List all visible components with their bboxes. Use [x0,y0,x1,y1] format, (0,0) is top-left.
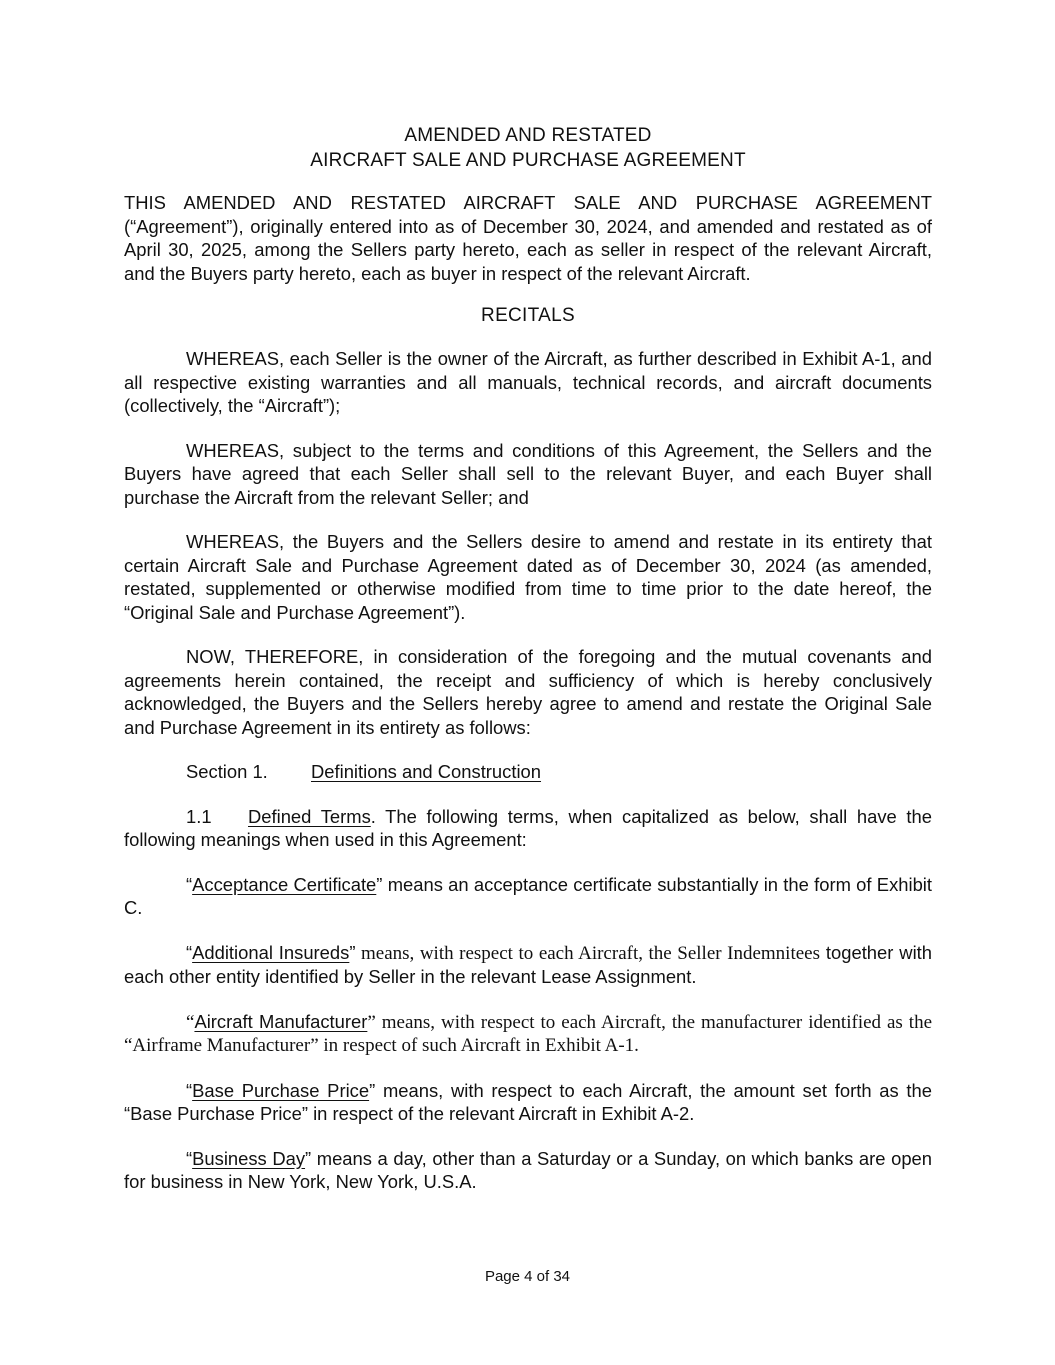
definition-text: means a day, other than a Saturday or a Sunday, on which banks are open for business in New York, New York, U.S.A. [124,1147,932,1192]
whereas-paragraph-1: WHEREAS, each Seller is the owner of the Aircraft, as further described in Exhibit A-1, and all respective existing warranties and all manuals, technical records, and aircraft documents (collectively, the “Aircraft”); [124,348,932,416]
definition-text-serif: means, with respect to each Aircraft, the Seller Indemnitees [355,942,820,964]
close-quote: ” [376,873,383,895]
definition-additional-insureds [124,941,932,989]
title-line-1: AMENDED AND RESTATED [404,125,652,146]
defined-term: Aircraft Manufacturer [194,1010,368,1032]
title-line-2: AIRCRAFT SALE AND PURCHASE AGREEMENT [310,149,746,171]
defined-term: Additional Insureds [192,941,350,963]
open-quote: “ [186,1079,193,1101]
open-quote: “ [186,1011,195,1033]
close-quote: ” [367,1011,376,1033]
definition-business-day [124,1147,932,1194]
close-quote: ” [305,1147,312,1169]
definition-text: means, with respect to each Aircraft, the manufacturer identified as the “Airframe Manufacturer” in respect of such Aircraft in Exhibit A-1. [124,1011,933,1056]
definition-base-purchase-price [124,1079,932,1126]
subsection-number: 1.1 [186,805,212,827]
definition-text: means an acceptance certificate substantially in the form of Exhibit C. [124,873,932,918]
subsection-title: Defined Terms [248,805,371,827]
now-therefore-paragraph: NOW, THEREFORE, in consideration of the foregoing and the mutual covenants and agreements herein contained, the receipt and sufficiency of which is hereby conclusively acknowledged, the Buyers and the Sellers hereby agree to amend and restate the Original Sale and Purchase Agreement in its entirety as follows: [124,646,932,738]
recitals-heading: RECITALS [481,305,575,326]
open-quote: “ [186,873,193,895]
open-quote: “ [186,1147,193,1169]
definition-aircraft-manufacturer [124,1010,932,1058]
document-title [124,124,932,173]
definition-acceptance-certificate [124,873,932,920]
defined-term: Business Day [192,1147,306,1169]
section-title: Definitions and Construction [311,761,542,782]
subsection-1-1 [124,805,932,852]
whereas-paragraph-2: WHEREAS, subject to the terms and conditions of this Agreement, the Sellers and the Buyers have agreed that each Seller shall sell to the relevant Buyer, and each Buyer shall purchase the Aircraft from the relevant Seller; and [124,439,932,508]
section-number: Section 1. [186,761,268,782]
defined-term: Acceptance Certificate [192,873,377,895]
intro-paragraph: THIS AMENDED AND RESTATED AIRCRAFT SALE AND PURCHASE AGREEMENT (“Agreement”), originally entered into as of December 30, 2024, and amended and restated as of April 30, 2025, among the Sellers party hereto, each as seller in respect of the relevant Aircraft, and the Buyers party hereto, each as buyer in respect of the relevant Aircraft. [124,192,932,284]
definition-text: together with each other entity identified by Seller in the relevant Lease Assignment. [124,941,932,987]
whereas-paragraph-3: WHEREAS, the Buyers and the Sellers desire to amend and restate in its entirety that certain Aircraft Sale and Purchase Agreement dated as of December 30, 2024 (as amended, restated, supplemented or otherwise modified from time to time prior to the date hereof, the “Original Sale and Purchase Agreement”). [124,531,932,623]
subsection-text: . The following terms, when capitalized as below, shall have the following meanings when used in this Agreement: [124,805,932,850]
open-quote: “ [186,941,193,963]
defined-term: Base Purchase Price [192,1079,370,1101]
page-content [124,124,932,1215]
close-quote: ” [349,941,356,963]
close-quote: ” [369,1079,376,1101]
definition-text: means, with respect to each Aircraft, the amount set forth as the “Base Purchase Price” in respect of the relevant Aircraft in Exhibit A-2. [124,1079,933,1124]
section-1-heading [124,760,932,784]
page-footer: Page 4 of 34 [484,1268,571,1285]
